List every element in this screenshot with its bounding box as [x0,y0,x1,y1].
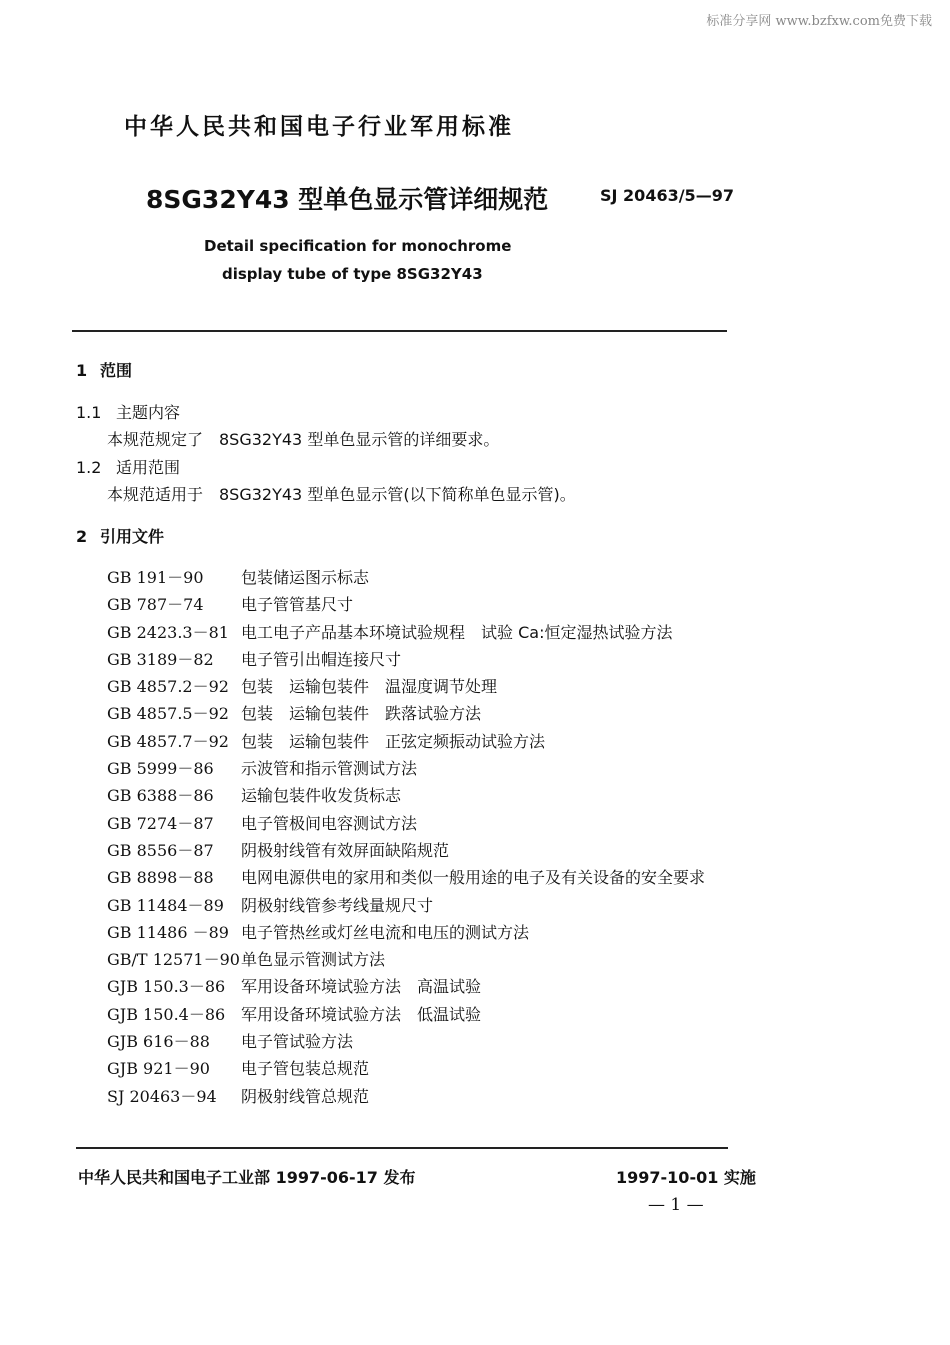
section-number: 1.2 [76,458,102,477]
reference-title: 运输包装件收发货标志 [241,786,402,806]
reference-row [107,755,705,782]
reference-title: 阴极射线管参考线量规尺寸 [241,895,434,915]
reference-row [107,919,705,946]
reference-code: GB 4857.2－92 [107,677,229,697]
reference-title: 电子管管基尺寸 [241,595,354,615]
reference-code: GB 191－90 [107,568,204,587]
section-title: 主题内容 [116,403,181,422]
reference-code: GB 5999－86 [107,759,214,779]
reference-title: 单色显示管测试方法 [241,950,386,970]
document-title: 8SG32Y43 型单色显示管详细规范 [146,185,549,214]
reference-title: 军用设备环境试验方法 高温试验 [241,977,482,997]
reference-code: GB 3189－82 [107,649,214,669]
reference-row [107,1083,705,1110]
english-title-line1: Detail specification for monochrome [204,237,512,255]
reference-row [107,591,705,618]
section-1-1-body: 本规范规定了 8SG32Y43 型单色显示管的详细要求。 [107,430,500,449]
reference-row [107,1028,705,1055]
reference-title: 电子管引出帽连接尺寸 [241,649,402,669]
reference-row [107,564,705,591]
reference-title: 电子管热丝或灯丝电流和电压的测试方法 [241,922,530,942]
reference-code: GB 4857.5－92 [107,704,229,724]
reference-title: 电工电子产品基本环境试验规程 试验 Ca:恒定湿热试验方法 [241,622,673,642]
reference-row [107,782,705,809]
reference-title: 电网电源供电的家用和类似一般用途的电子及有关设备的安全要求 [241,868,706,888]
reference-code: GB 11486 －89 [107,922,229,942]
reference-row [107,946,705,973]
section-title: 范围 [100,361,133,380]
standard-code: SJ 20463/5—97 [600,186,734,205]
reference-code: GJB 150.4－86 [107,1004,226,1024]
reference-row [107,673,705,700]
reference-code: GB/T 12571－90 [107,950,240,970]
section-1-2-body: 本规范适用于 8SG32Y43 型单色显示管(以下简称单色显示管)。 [107,485,576,504]
reference-title: 包装 运输包装件 温湿度调节处理 [241,677,498,697]
watermark: 标准分享网 www.bzfxw.com免费下载 [706,14,932,29]
reference-row [107,892,705,919]
reference-code: GB 4857.7－92 [107,731,229,751]
reference-title: 阴极射线管有效屏面缺陷规范 [241,840,450,860]
bottom-divider [76,1147,728,1149]
reference-code: GJB 150.3－86 [107,977,226,997]
effective-date: 1997-10-01 实施 [616,1168,756,1187]
reference-title: 电子管包装总规范 [241,1059,370,1079]
standard-organization: 中华人民共和国电子行业军用标准 [124,114,514,140]
issue-date: 中华人民共和国电子工业部 1997-06-17 发布 [78,1168,416,1187]
section-1-1-heading [76,400,180,423]
section-1-heading [76,358,132,381]
reference-code: GB 8898－88 [107,868,214,888]
reference-title: 电子管极间电容测试方法 [241,813,418,833]
reference-row [107,1055,705,1082]
reference-row [107,864,705,891]
reference-row [107,1001,705,1028]
top-divider [72,330,727,332]
reference-row [107,619,705,646]
reference-code: GB 6388－86 [107,786,214,806]
section-title: 适用范围 [116,458,181,477]
reference-code: GB 8556－87 [107,840,214,860]
section-title: 引用文件 [100,527,165,546]
reference-row [107,837,705,864]
reference-code: GB 2423.3－81 [107,622,229,642]
section-number: 1.1 [76,403,102,422]
reference-row [107,728,705,755]
reference-row [107,646,705,673]
reference-row [107,973,705,1000]
section-number: 2 [76,527,88,546]
section-number: 1 [76,361,88,380]
reference-title: 包装 运输包装件 正弦定频振动试验方法 [241,731,546,751]
reference-row [107,810,705,837]
reference-title: 包装 运输包装件 跌落试验方法 [241,704,482,724]
reference-title: 电子管试验方法 [241,1032,354,1052]
page-number: — 1 — [648,1195,704,1215]
reference-code: GB 7274－87 [107,813,214,833]
reference-title: 阴极射线管总规范 [241,1086,370,1106]
reference-code: GB 787－74 [107,595,204,615]
reference-code: SJ 20463－94 [107,1086,217,1106]
section-2-heading [76,524,164,547]
reference-title: 包装储运图示标志 [241,568,370,587]
reference-row [107,700,705,727]
reference-code: GB 11484－89 [107,895,224,915]
reference-title: 示波管和指示管测试方法 [241,759,418,779]
english-title-line2: display tube of type 8SG32Y43 [222,265,483,283]
section-1-2-heading [76,455,180,478]
reference-code: GJB 921－90 [107,1059,210,1079]
reference-code: GJB 616－88 [107,1032,210,1052]
reference-title: 军用设备环境试验方法 低温试验 [241,1004,482,1024]
reference-list [107,564,705,1110]
